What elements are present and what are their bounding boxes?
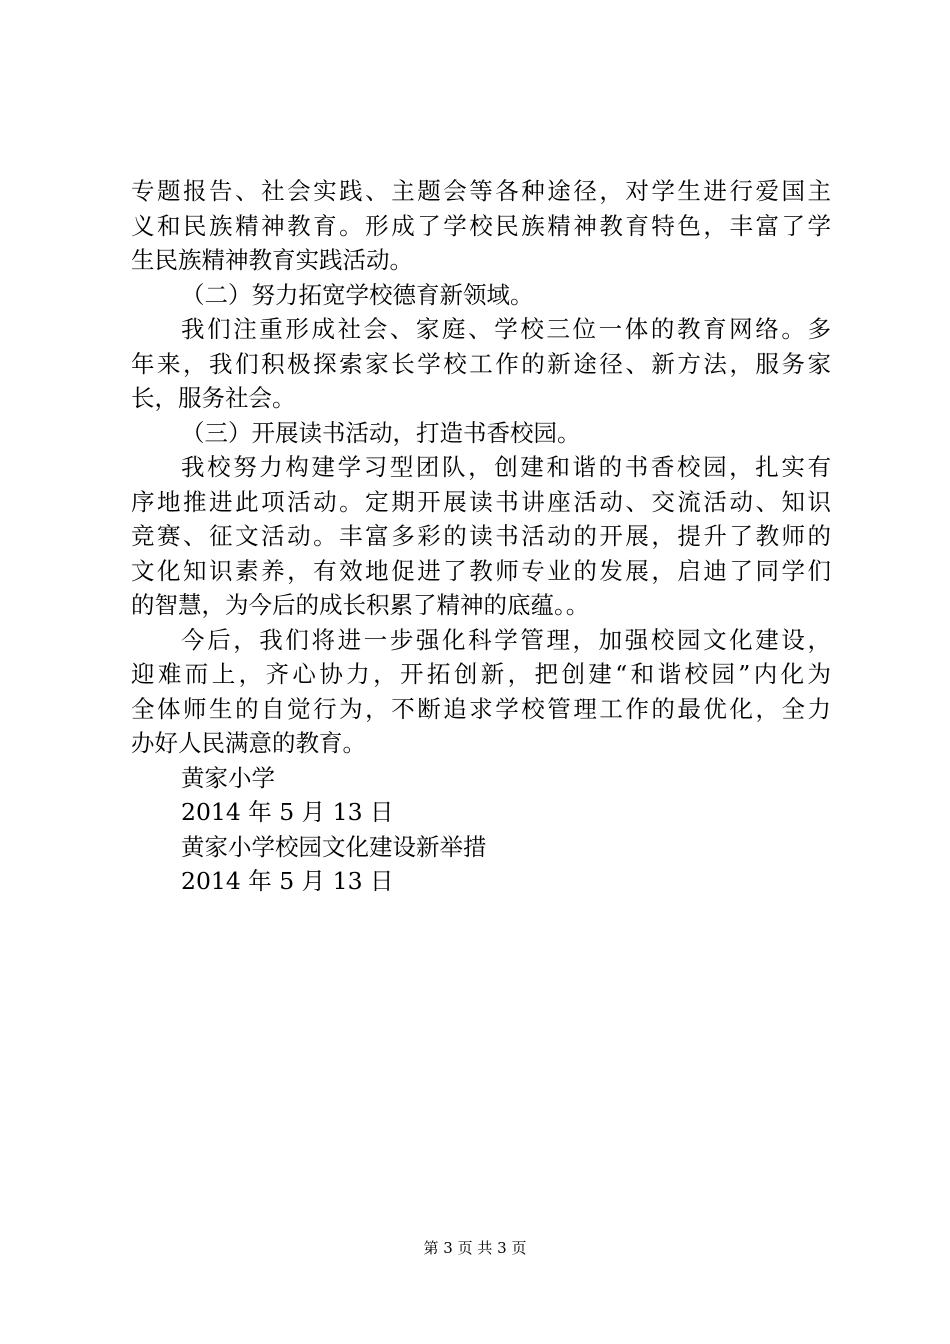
body-line: 办好人民满意的教育。: [131, 729, 366, 757]
body-line: 的智慧，为今后的成长积累了精神的底蕴。。: [131, 591, 590, 619]
body-line: 竞赛、征文活动。丰富多彩的读书活动的开展，提升了教师的: [131, 522, 831, 550]
body-line: 迎难而上，齐心协力，开拓创新，把创建“和谐校园”内化为: [131, 660, 831, 688]
body-line: 文化知识素养，有效地促进了教师专业的发展，启迪了同学们: [131, 556, 831, 585]
body-line: 今后，我们将进一步强化科学管理，加强校园文化建设，: [181, 625, 831, 654]
page-number-footer: 第 3 页 共 3 页: [423, 1239, 527, 1257]
body-line: 生民族精神教育实践活动。: [131, 246, 413, 274]
body-line: 长，服务社会。: [131, 384, 296, 412]
document-title-line: 黄家小学校园文化建设新举措: [181, 832, 487, 861]
body-line: 序地推进此项活动。定期开展读书讲座活动、交流活动、知识: [131, 487, 831, 516]
body-line: 我们注重形成社会、家庭、学校三位一体的教育网络。多: [181, 315, 831, 343]
signature-date: 2014 年 5 月 13 日: [181, 867, 394, 895]
section-heading: （二）努力拓宽学校德育新领域。: [181, 280, 534, 309]
body-line: 我校努力构建学习型团队，创建和谐的书香校园，扎实有: [181, 453, 831, 481]
section-heading: （三）开展读书活动，打造书香校园。: [181, 418, 581, 447]
body-line: 义和民族精神教育。形成了学校民族精神教育特色，丰富了学: [131, 211, 831, 240]
signature-school: 黄家小学: [181, 763, 275, 792]
body-line: 全体师生的自觉行为，不断追求学校管理工作的最优化，全力: [131, 694, 831, 723]
signature-date: 2014 年 5 月 13 日: [181, 798, 394, 826]
document-body: [131, 174, 831, 899]
body-line: 专题报告、社会实践、主题会等各种途径，对学生进行爱国主: [131, 177, 831, 205]
body-line: 年来，我们积极探索家长学校工作的新途径、新方法，服务家: [131, 349, 831, 378]
